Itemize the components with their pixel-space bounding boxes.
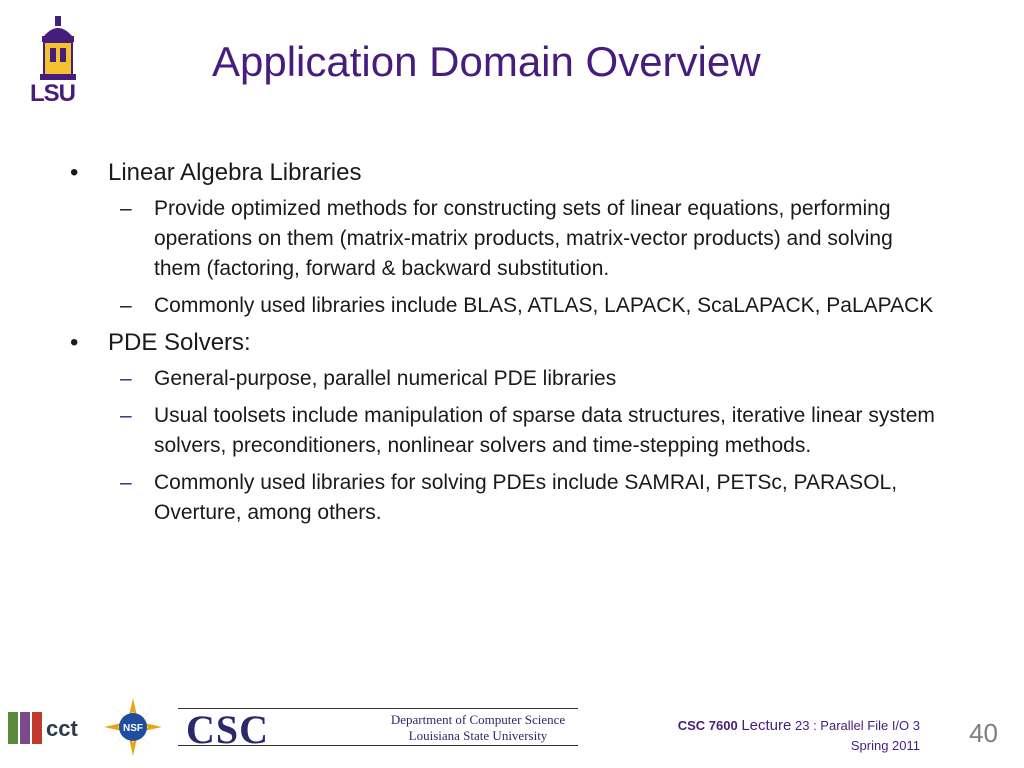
bullet-text: PDE Solvers: [108, 329, 251, 356]
lsu-tower-icon [22, 14, 94, 84]
sub-bullet [70, 194, 944, 284]
dash-marker: – [120, 294, 132, 317]
slide-title: Application Domain Overview [212, 38, 761, 85]
sub-bullet-text: General-purpose, parallel numerical PDE libraries [154, 367, 617, 390]
csc-department-logo [178, 707, 578, 752]
bullet-text: Linear Algebra Libraries [108, 159, 362, 186]
nsf-logo-icon [104, 698, 162, 756]
sub-bullet [70, 468, 944, 528]
course-code: CSC 7600 [677, 718, 738, 733]
dash-marker: – [120, 197, 132, 220]
footer-logos [0, 690, 600, 760]
bullet-dot: • [70, 159, 79, 186]
sub-bullet-text: Commonly used libraries for solving PDEs include SAMRAI, PETSc, PARASOL, Overture, among others. [154, 471, 898, 524]
svg-text:NSF: NSF [123, 723, 143, 734]
page-number: 40 [969, 718, 998, 748]
sub-bullet [70, 401, 944, 461]
sub-bullet [70, 364, 944, 394]
csc-wordmark: CSC [186, 707, 270, 752]
dash-marker: – [120, 404, 132, 427]
sub-bullet-text: Provide optimized methods for constructing sets of linear equations, performing operations on them (matrix-matrix products, matrix-vector products) and solving them (factoring, forward & backward substitution. [154, 197, 893, 280]
dash-marker: – [120, 471, 132, 494]
lecture-topic: 23 : Parallel File I/O 3 [795, 718, 920, 733]
svg-text:cct: cct [46, 716, 78, 741]
footer-line-1 [678, 716, 920, 736]
lsu-wordmark: LSU [30, 80, 75, 107]
sub-bullet [70, 291, 944, 321]
dash-marker: – [120, 367, 132, 390]
sub-bullet-text: Commonly used libraries include BLAS, ATLAS, LAPACK, ScaLAPACK, PaLAPACK [154, 294, 934, 317]
bullet-linear-algebra [70, 158, 970, 188]
cct-logo-icon [8, 708, 96, 748]
sub-bullet-text: Usual toolsets include manipulation of sparse data structures, iterative linear system solvers, preconditioners, nonlinear solvers and time-stepping methods. [154, 404, 935, 457]
department-name [378, 712, 578, 744]
department-line: Department of Computer Science [390, 712, 566, 727]
lecture-label: Lecture [741, 717, 792, 734]
footer-course-info [678, 716, 920, 756]
bullet-pde-solvers [70, 328, 970, 358]
slide-body [70, 158, 970, 535]
bullet-dot: • [70, 329, 79, 356]
footer-term: Spring 2011 [850, 738, 920, 753]
university-line: Louisiana State University [408, 728, 548, 743]
